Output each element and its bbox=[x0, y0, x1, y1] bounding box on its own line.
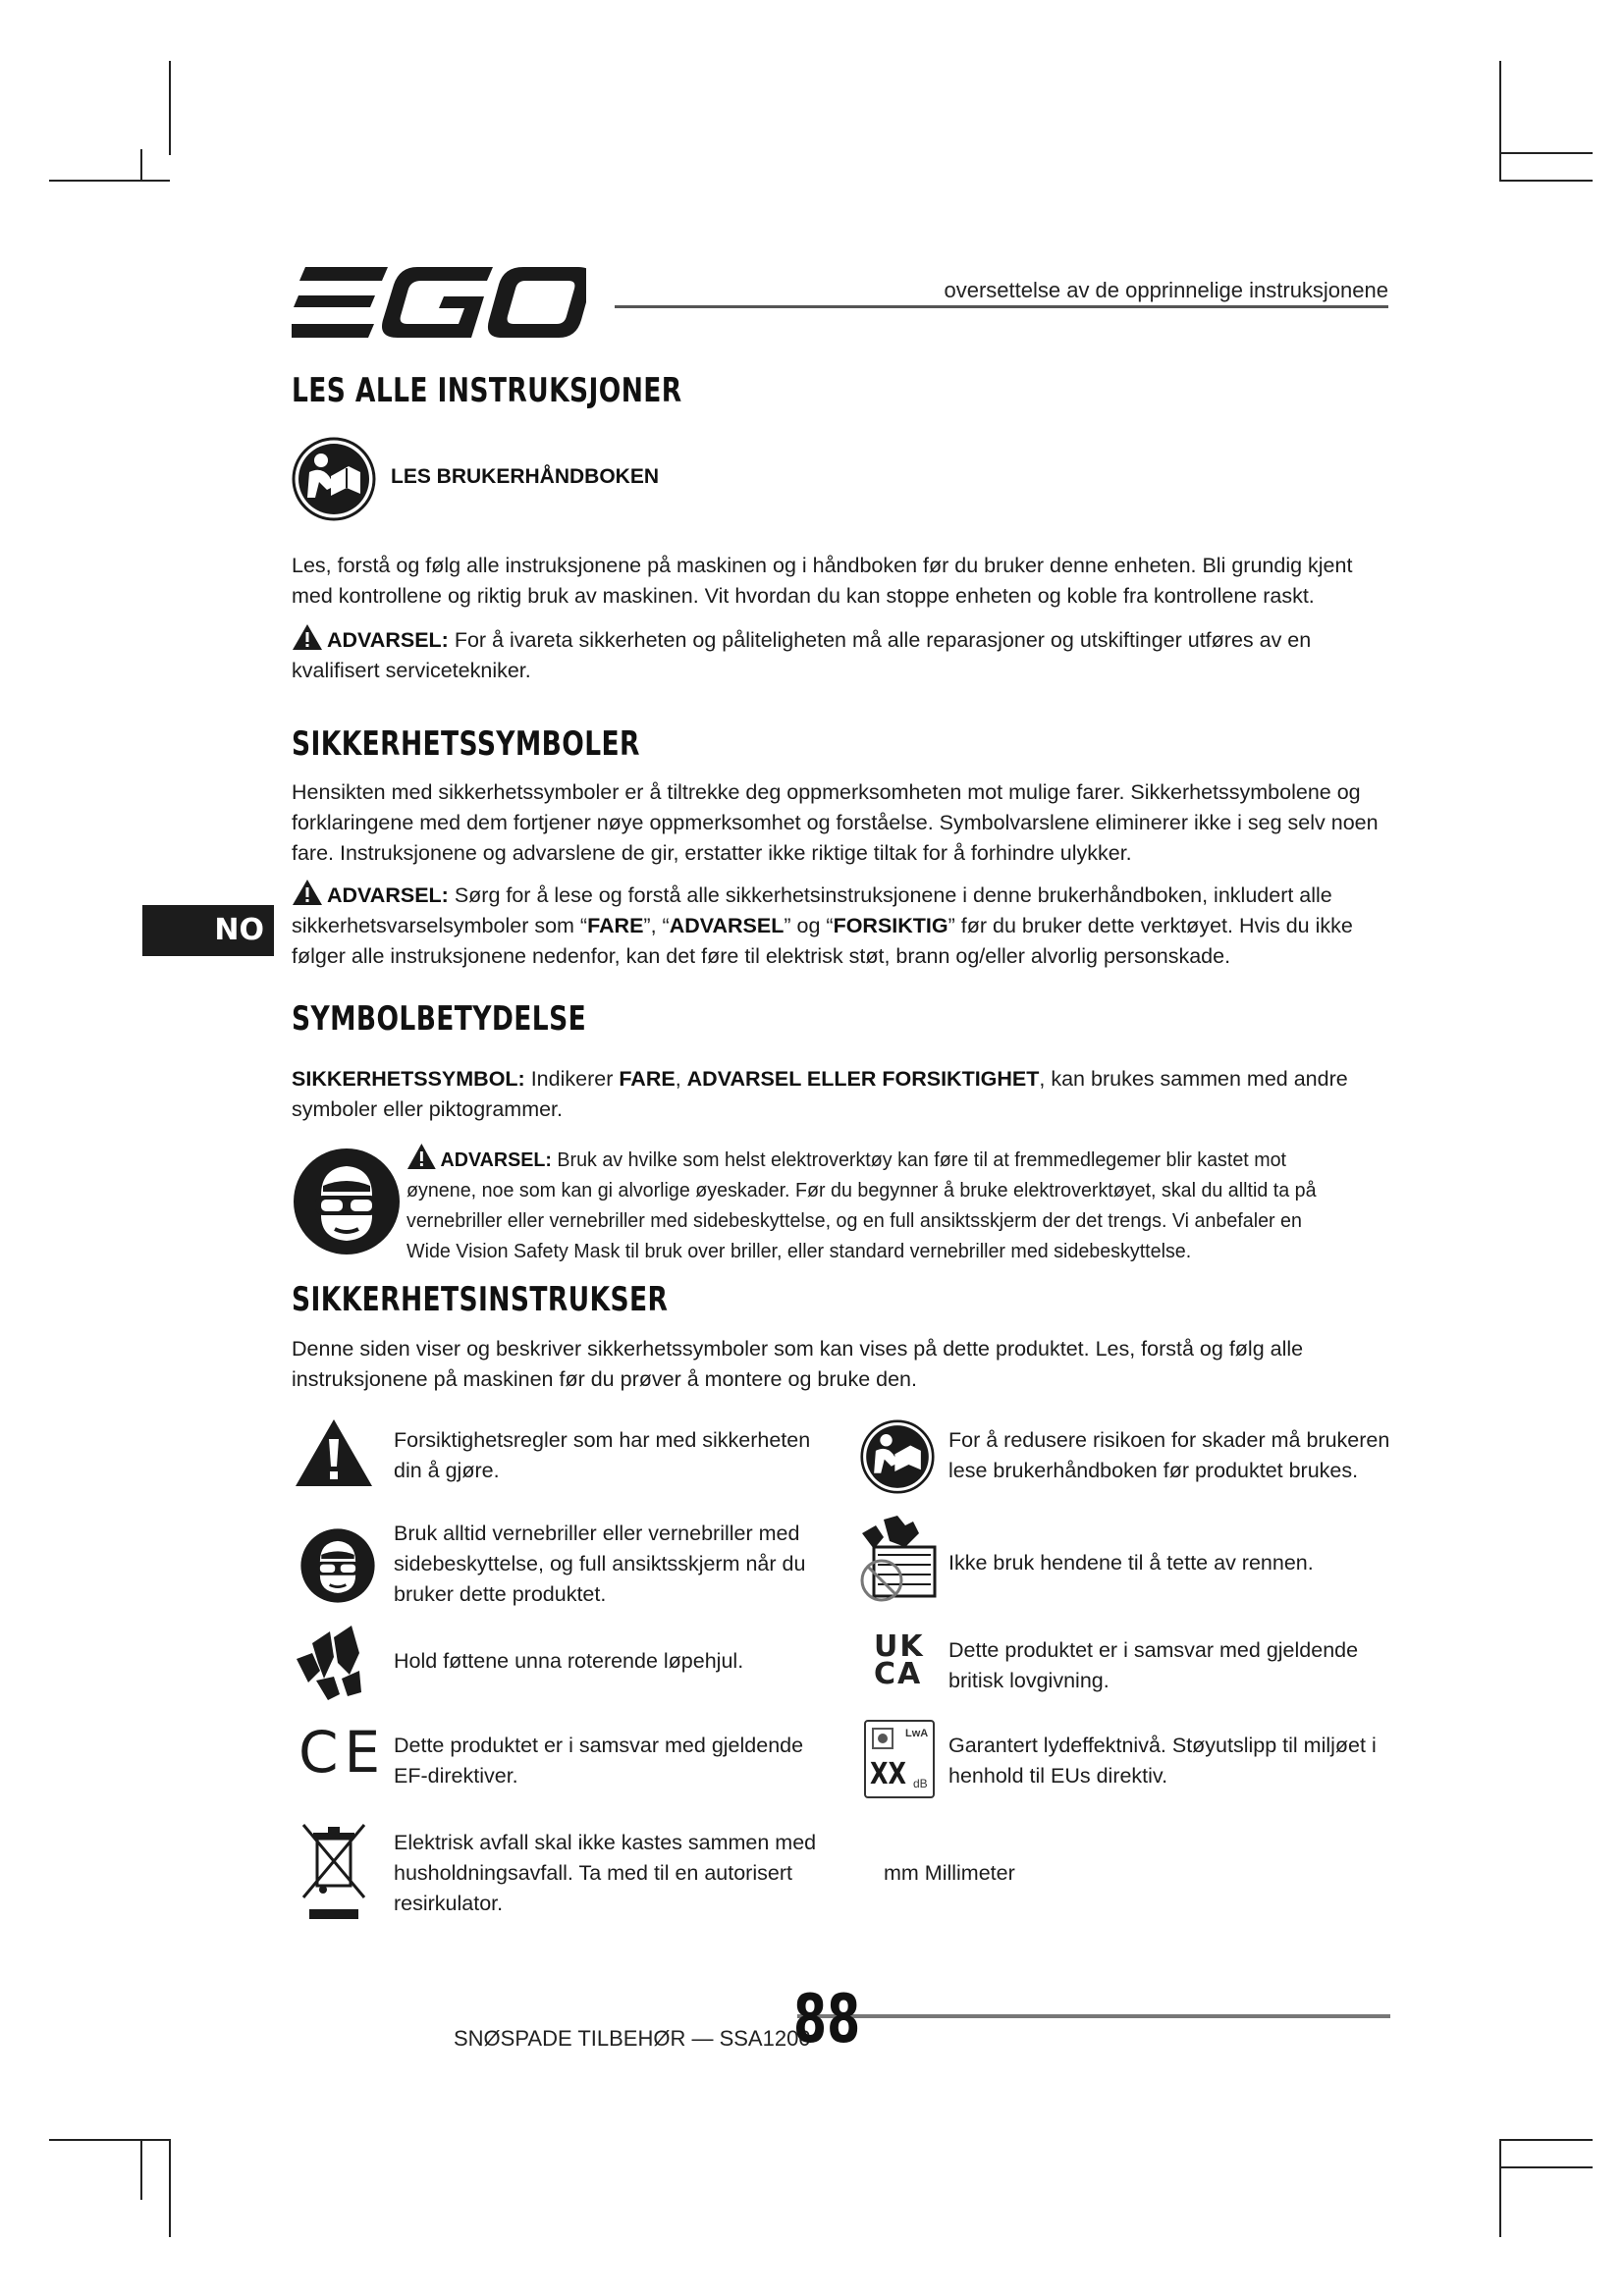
symbol-description: Dette produktet er i samsvar med gjeldende britisk lovgivning. bbox=[948, 1638, 1359, 1692]
crop-mark bbox=[1499, 2166, 1593, 2168]
section-heading: SIKKERHETSINSTRUKSER bbox=[292, 1280, 669, 1319]
warning-paragraph bbox=[292, 879, 1391, 972]
text: , bbox=[675, 1067, 681, 1091]
crop-mark bbox=[140, 149, 142, 182]
crop-mark bbox=[1499, 61, 1501, 182]
warning-paragraph bbox=[292, 623, 1391, 686]
safety-goggles-icon bbox=[292, 1147, 402, 1256]
term-fare: FARE bbox=[587, 914, 644, 937]
warning-label: ADVARSEL: bbox=[327, 883, 449, 907]
crop-mark bbox=[49, 2139, 170, 2141]
symbol-description: mm Millimeter bbox=[884, 1861, 1015, 1885]
read-manual-icon bbox=[860, 1419, 935, 1494]
safety-symbols-paragraph: Hensikten med sikkerhetssymboler er å tiltrekke deg oppmerksomheten mot mulige farer. Sikkerhetssymbolene og forklaringene med dem fortjener nøye oppmerksomhet og forståelse. Symbolvarslene eliminerer ikke i seg selv noen fare. Instruksjonene og advarslene de gir, erstatter ikke riktige tiltak for å forhindre ulykker. bbox=[292, 780, 1379, 865]
term-forsiktig: FORSIKTIG bbox=[833, 914, 948, 937]
language-tab: NO bbox=[142, 905, 274, 956]
ukca-line: UK bbox=[874, 1629, 925, 1664]
sound-value: XX bbox=[870, 1757, 907, 1791]
crop-mark bbox=[140, 2139, 142, 2200]
term-advarsel: ADVARSEL bbox=[669, 914, 785, 937]
safety-goggles-icon bbox=[299, 1527, 376, 1604]
ukca-mark-icon bbox=[874, 1629, 925, 1691]
warning-triangle-icon bbox=[292, 879, 323, 906]
safety-instructions-paragraph: Denne siden viser og beskriver sikkerhetssymboler som kan vises på dette produktet. Les, forstå og følg alle instruksjonene på maskinen før du prøver å montere og bruke den. bbox=[292, 1337, 1304, 1391]
warning-text: Sørg for å lese og forstå alle sikkerhetsinstruksjonene i denne brukerhåndboken, inkludert alle sikkerhetsvarselsymboler som “ bbox=[292, 883, 1332, 937]
no-hands-icon bbox=[854, 1512, 943, 1606]
term: FARE bbox=[619, 1067, 676, 1091]
symbol-description: Hold føttene unna roterende løpehjul. bbox=[394, 1649, 744, 1673]
warning-triangle-icon bbox=[292, 623, 323, 651]
symbol-description: Garantert lydeffektnivå. Støyutslipp til miljøet i henhold til EUs direktiv. bbox=[948, 1734, 1377, 1788]
sound-unit: dB bbox=[913, 1777, 928, 1790]
sound-level-icon bbox=[864, 1720, 935, 1798]
warning-triangle-icon bbox=[294, 1417, 374, 1488]
crop-mark bbox=[1499, 2139, 1593, 2141]
read-manual-icon bbox=[292, 437, 376, 521]
symbol-description: Bruk alltid vernebriller eller vernebriller med sidebeskyttelse, og full ansiktsskjerm når du bruker dette produktet. bbox=[394, 1522, 806, 1606]
crop-mark bbox=[1499, 2139, 1501, 2237]
warning-text: Bruk av hvilke som helst elektroverktøy kan føre til at fremmedlegemer blir kastet mot øynene, noe som kan gi alvorlige øyeskader. Før du begynner å bruke elektroverktøyet, skal du alltid ta på vernebriller eller vernebriller med sidebeskyttelse, og en full ansiktsskjerm der det trengs. Vi anbefaler en Wide Vision Safety Mask til bruk over briller, eller standard vernebriller med sidebeskyttelse. bbox=[406, 1148, 1317, 1262]
ukca-line: CA bbox=[874, 1657, 923, 1691]
speaker-icon bbox=[872, 1728, 893, 1749]
crop-mark bbox=[169, 61, 171, 155]
crop-mark bbox=[1499, 152, 1593, 154]
footer-rule bbox=[797, 2014, 1390, 2018]
page-number: 88 bbox=[793, 1981, 861, 2058]
section-heading: LES ALLE INSTRUKSJONER bbox=[292, 371, 682, 410]
header-subtitle: oversettelse av de opprinnelige instruksjonene bbox=[944, 278, 1388, 302]
weee-bin-icon bbox=[299, 1821, 368, 1921]
intro-paragraph: Les, forstå og følg alle instruksjonene på maskinen og i håndboken før du bruker denne enheten. Bli grundig kjent med kontrollene og riktig bruk av maskinen. Vit hvordan du kan stoppe enheten og koble fra kontrollene raskt. bbox=[292, 554, 1353, 608]
section-heading: SIKKERHETSSYMBOLER bbox=[292, 724, 640, 764]
symbol-description: Ikke bruk hendene til å tette av rennen. bbox=[948, 1551, 1314, 1575]
warning-label: ADVARSEL: bbox=[327, 628, 449, 652]
read-manual-label: LES BRUKERHÅNDBOKEN bbox=[391, 465, 660, 488]
header-rule bbox=[615, 305, 1388, 308]
symbol-description: Dette produktet er i samsvar med gjeldende EF-direktiver. bbox=[394, 1734, 804, 1788]
ego-logo bbox=[292, 267, 586, 338]
symbol-description: For å redusere risikoen for skader må brukeren lese brukerhåndboken før produktet brukes. bbox=[948, 1428, 1390, 1482]
warning-text: ” før du bruker dette verktøyet. Hvis du ikke følger alle instruksjonene nedenfor, kan det føre til elektrisk støt, brann og/eller alvorlig personskade. bbox=[292, 914, 1353, 968]
symbol-description: Forsiktighetsregler som har med sikkerheten din å gjøre. bbox=[394, 1428, 811, 1482]
symbol-description: Elektrisk avfall skal ikke kastes sammen med husholdningsavfall. Ta med til en autorisert resirkulator. bbox=[394, 1831, 817, 1915]
crop-mark bbox=[1499, 180, 1593, 182]
symbol-meaning-paragraph bbox=[292, 1064, 1391, 1125]
text: , kan brukes sammen med andre symboler eller piktogrammer. bbox=[292, 1067, 1348, 1121]
sep: ”, “ bbox=[643, 914, 670, 937]
warning-label: ADVARSEL: bbox=[440, 1148, 552, 1171]
crop-mark bbox=[169, 2139, 171, 2237]
safety-symbol-label: SIKKERHETSSYMBOL: bbox=[292, 1067, 525, 1091]
term: ADVARSEL ELLER FORSIKTIGHET bbox=[686, 1067, 1040, 1091]
warning-triangle-icon bbox=[406, 1143, 437, 1170]
crop-mark bbox=[49, 180, 170, 182]
rotating-impeller-icon bbox=[295, 1624, 363, 1702]
sep: ” og “ bbox=[784, 914, 834, 937]
ce-mark-icon: CE bbox=[298, 1719, 387, 1786]
footer-product: SNØSPADE TILBEHØR — SSA1200 bbox=[454, 2026, 811, 2051]
warning-text: For å ivareta sikkerheten og påliteligheten må alle reparasjoner og utskiftinger utføres av en kvalifisert servicetekniker. bbox=[292, 628, 1312, 682]
section-heading: SYMBOLBETYDELSE bbox=[292, 999, 587, 1039]
goggles-warning bbox=[406, 1143, 1349, 1266]
sound-label: LwA bbox=[905, 1728, 929, 1739]
text: Indikerer bbox=[530, 1067, 614, 1091]
